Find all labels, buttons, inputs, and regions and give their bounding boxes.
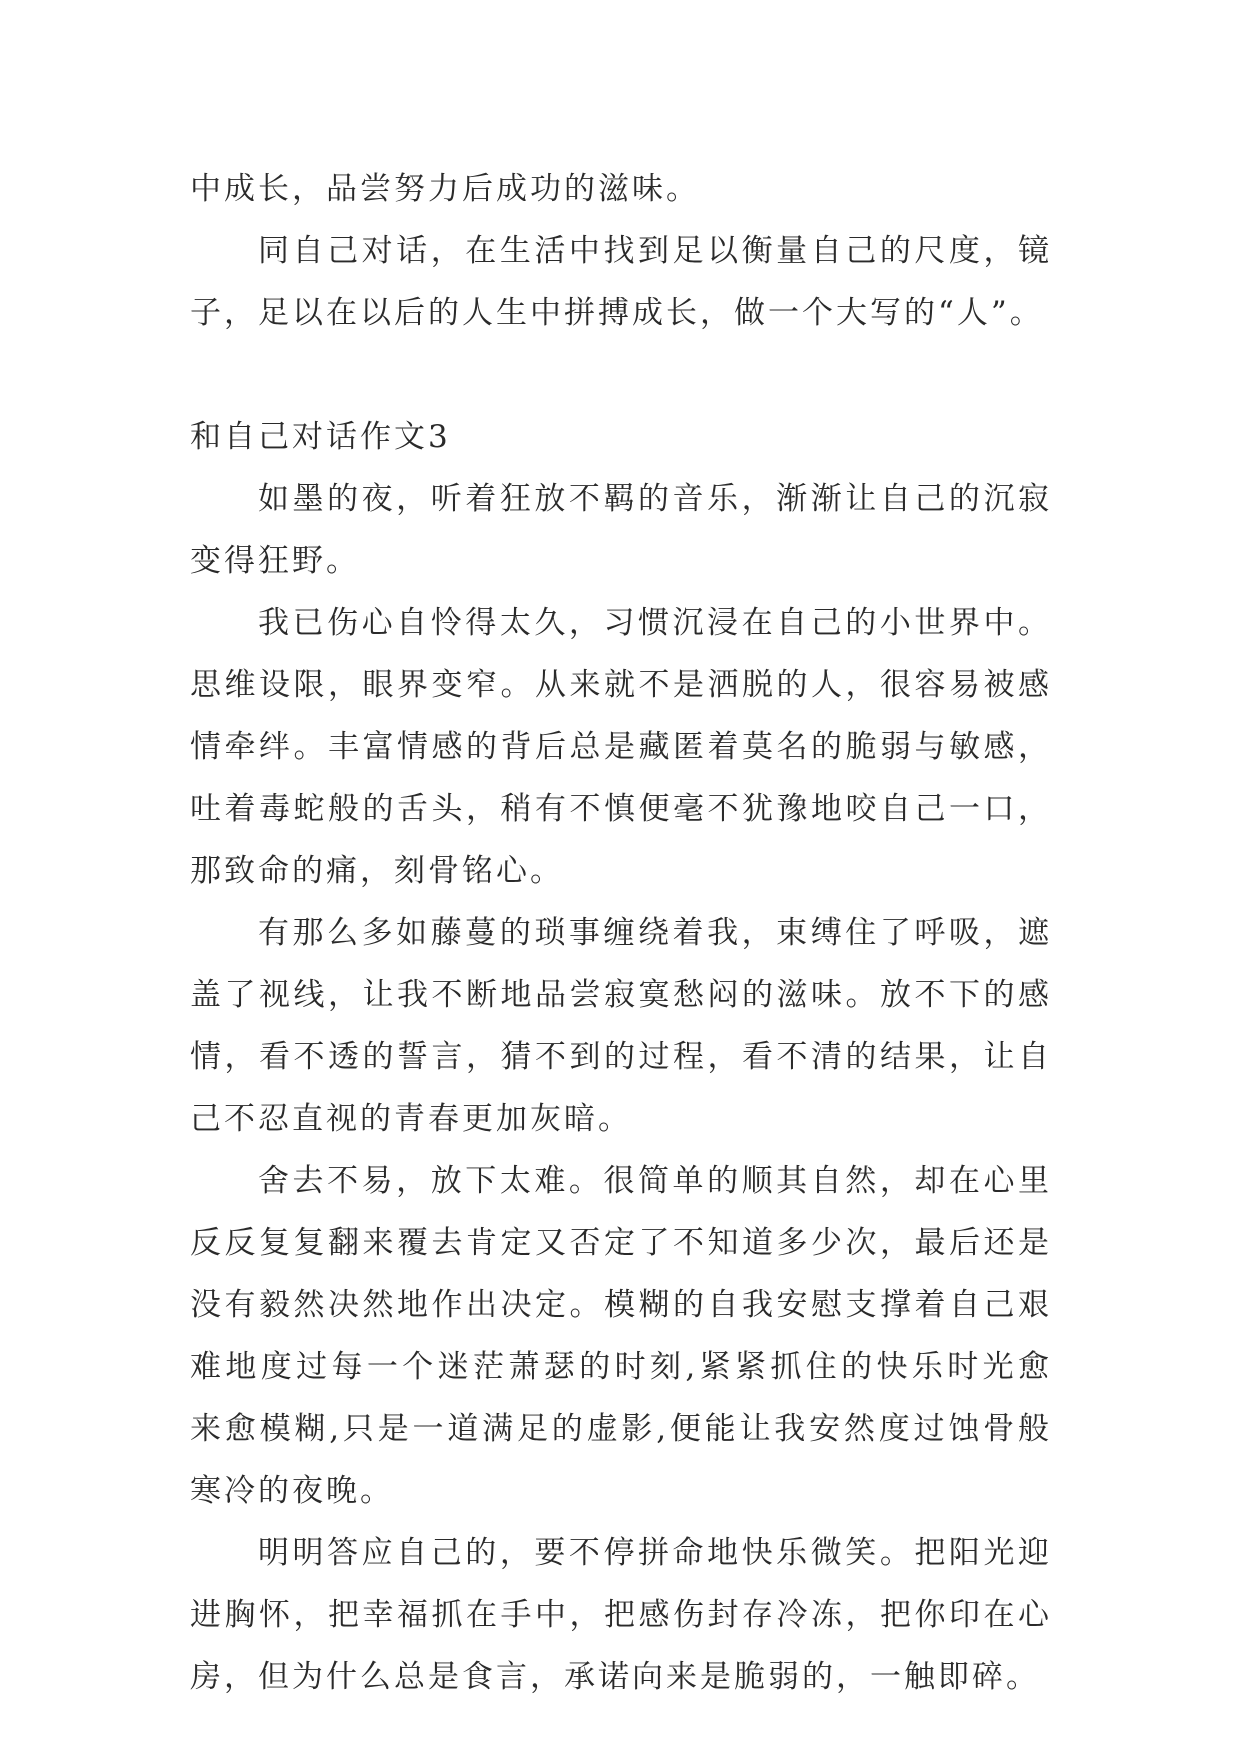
paragraph: 同自己对话，在生活中找到足以衡量自己的尺度，镜子，足以在以后的人生中拼搏成长，做一个大写的“人”。 [190,233,1052,331]
paragraph: 我已伤心自怜得太久，习惯沉浸在自己的小世界中。思维设限，眼界变窄。从来就不是洒脱的人，很容易被感情牵绊。丰富情感的背后总是藏匿着莫名的脆弱与敏感，吐着毒蛇般的舌头，稍有不慎便毫不犹豫地咬自己一口，那致命的痛，刻骨铭心。 [190,605,1052,889]
paragraph: 明明答应自己的，要不停拼命地快乐微笑。把阳光迎进胸怀，把幸福抓在手中，把感伤封存冷冻，把你印在心房，但为什么总是食言，承诺向来是脆弱的，一触即碎。 [190,1535,1052,1695]
section-title: 和自己对话作文3 [190,419,451,455]
paragraph: 如墨的夜，听着狂放不羁的音乐，渐渐让自己的沉寂变得狂野。 [190,481,1052,579]
paragraph: 有那么多如藤蔓的琐事缠绕着我，束缚住了呼吸，遮盖了视线，让我不断地品尝寂寞愁闷的滋味。放不下的感情，看不透的誓言，猜不到的过程，看不清的结果，让自己不忍直视的青春更加灰暗。 [190,915,1052,1137]
document-body [190,158,1052,1708]
paragraph: 中成长，品尝努力后成功的滋味。 [190,171,700,207]
paragraph: 舍去不易，放下太难。很简单的顺其自然，却在心里反反复复翻来覆去肯定又否定了不知道多少次，最后还是没有毅然决然地作出决定。模糊的自我安慰支撑着自己艰难地度过每一个迷茫萧瑟的时刻,紧紧抓住的快乐时光愈来愈模糊,只是一道满足的虚影,便能让我安然度过蚀骨般寒冷的夜晚。 [190,1163,1052,1509]
